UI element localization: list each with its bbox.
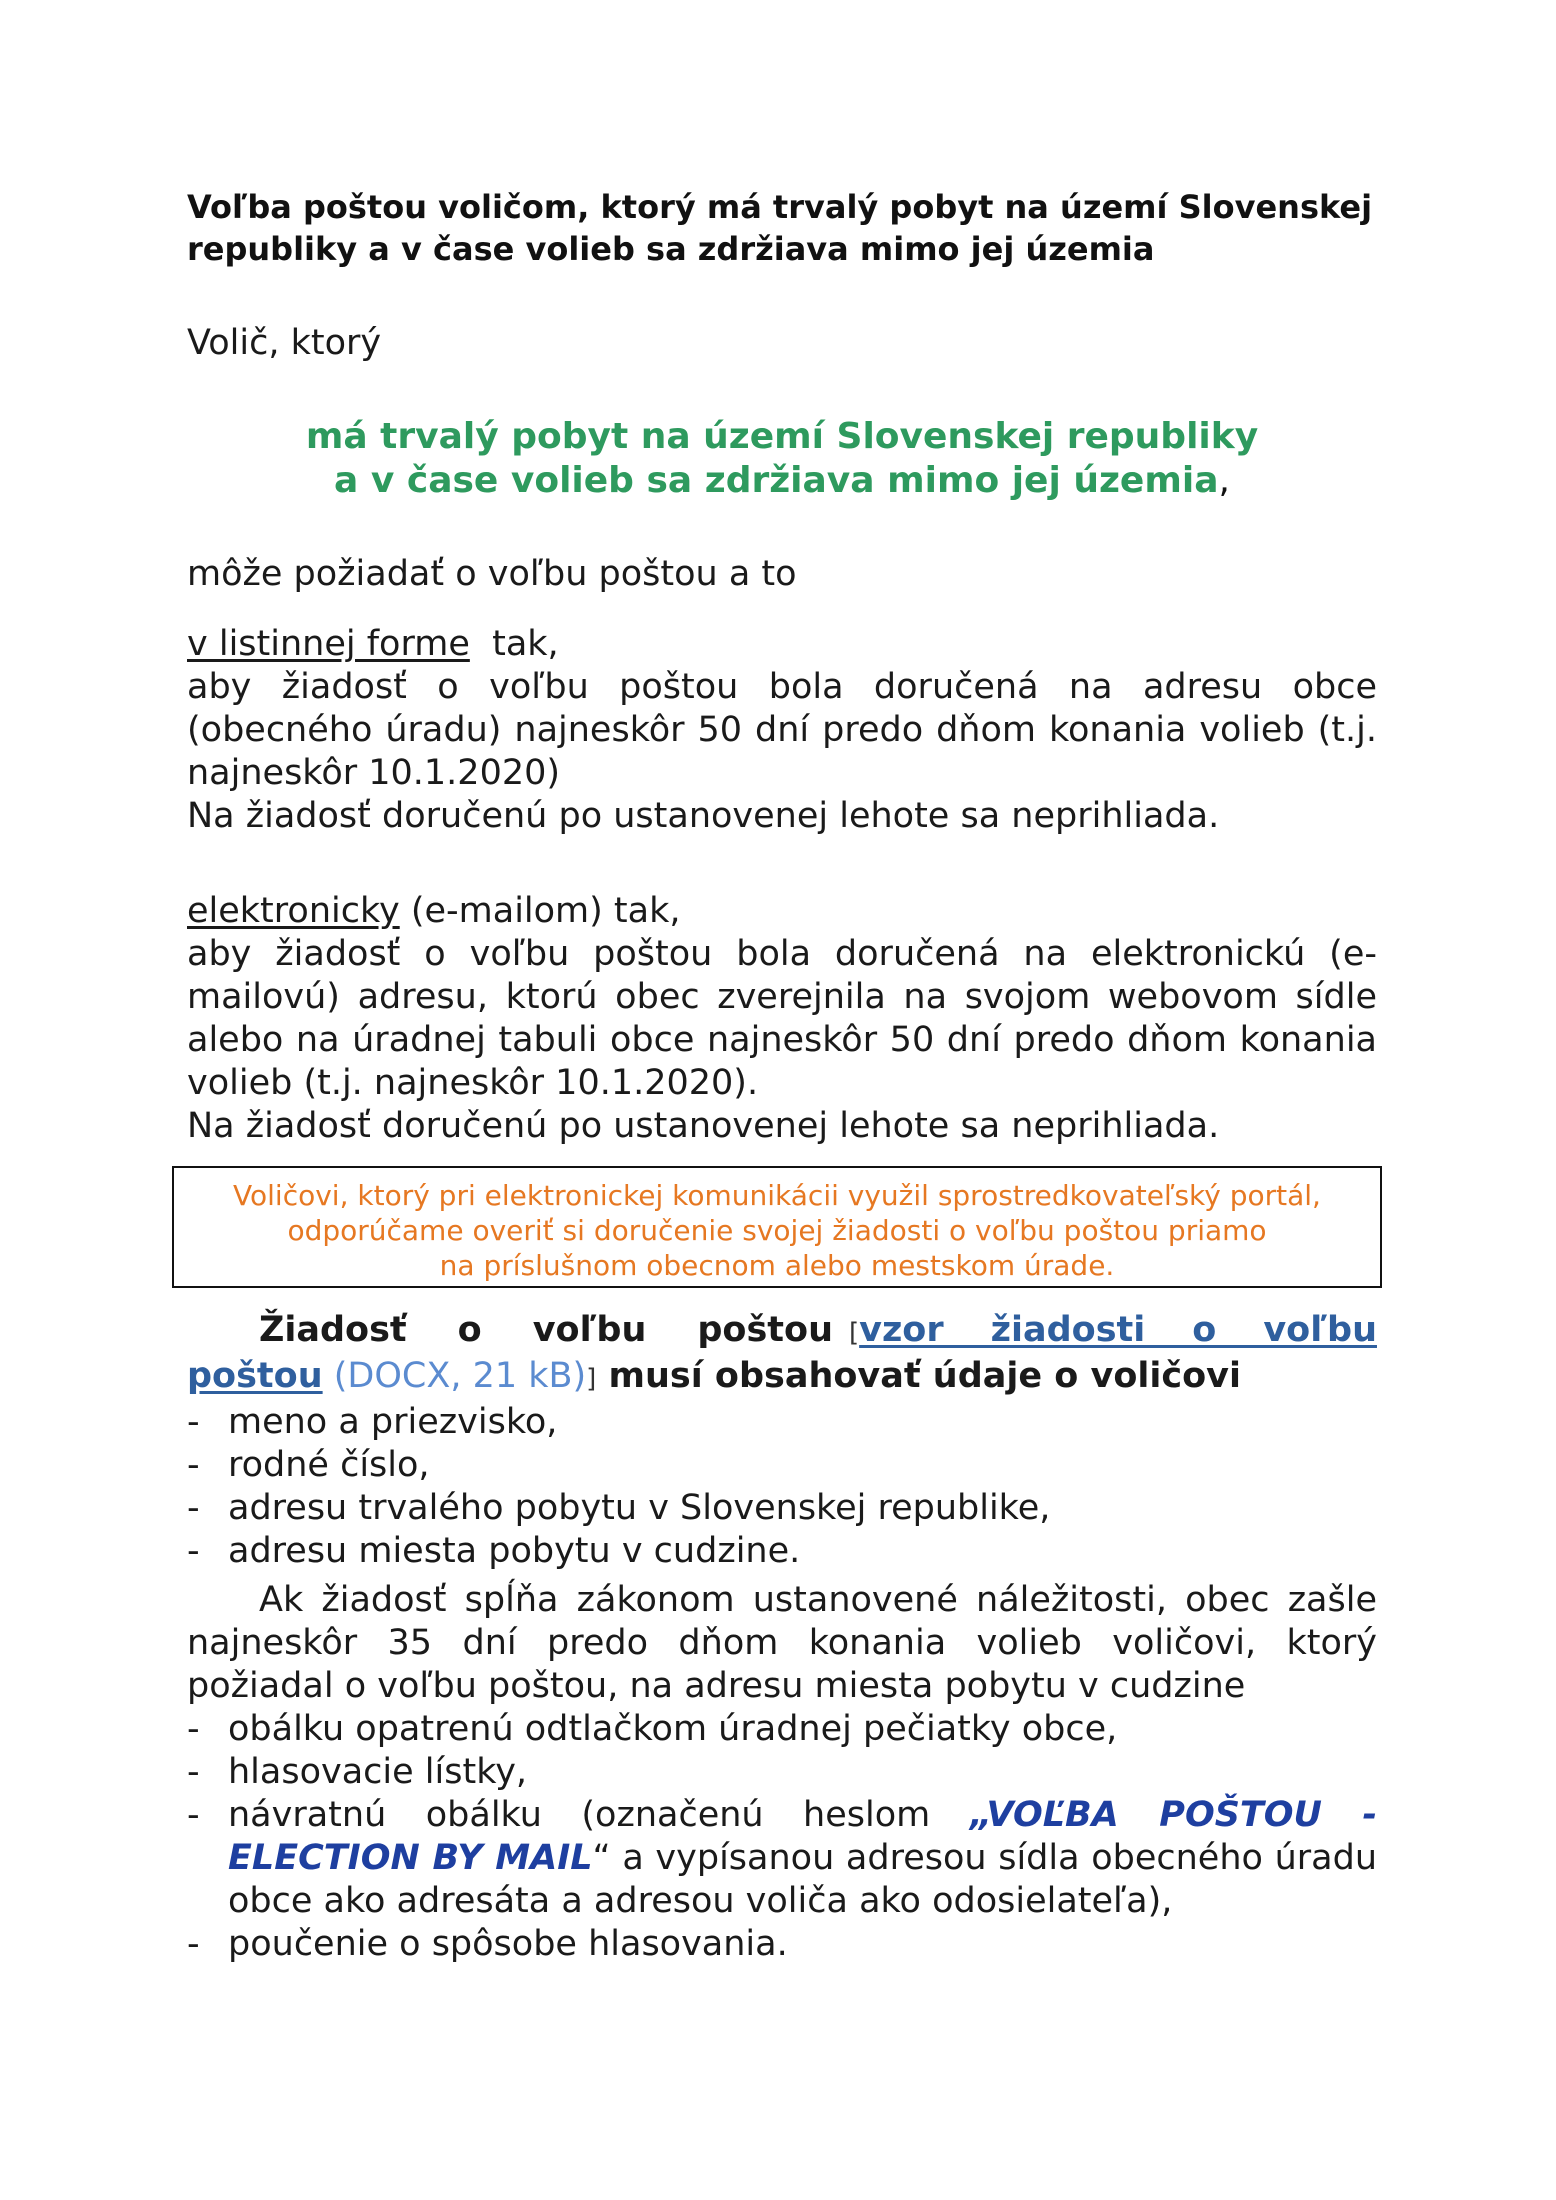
list-item: - poučenie o spôsobe hlasovania. [187,1924,788,1964]
fulfilment-text: Ak žiadosť spĺňa zákonom ustanovené náležitosti, obec zašle najneskôr 35 dní predo dňom konania volieb voličovi, ktorý požiadal o voľbu poštou, na adresu miesta pobytu v cudzine [187,1580,1377,1706]
paper-form-section [187,623,1377,838]
fulfilment-section [187,1579,1377,1966]
election-by-mail-slogan: VOĽBA POŠTOU - ELECTION BY MAIL [228,1795,1378,1878]
list-item: - hlasovacie lístky, [187,1752,528,1792]
paper-form-late-note: Na žiadosť doručenú po ustanovenej lehote sa neprihliada. [187,796,1220,836]
intro-text: Volič, ktorý [187,323,382,363]
fulfilment-list [187,1708,1377,1966]
notice-line-3: na príslušnom obecnom alebo mestskom úrade. [439,1249,1115,1282]
list-item: - rodné číslo, [187,1445,430,1485]
electronic-text: aby žiadosť o voľbu poštou bola doručená na elektronickú (e-mailovú) adresu, ktorú obec zverejnila na svojom webovom sídle alebo na úradnej tabuli obce najneskôr 50 dní predo dňom konania volieb (t.j. najneskôr 10.1.2020). [187,934,1377,1103]
requirements-lead: Žiadosť o voľbu poštou [vzor žiadosti o voľbu poštou (DOCX, 21 kB)] musí obsahovať údaje o voličovi [187,1310,1377,1396]
can-request-text: môže požiadať o voľbu poštou a to [187,554,797,594]
highlight-block [187,415,1377,503]
list-item: - meno a priezvisko, [187,1402,558,1442]
portal-notice-box [172,1166,1382,1288]
notice-line-2: odporúčame overiť si doručenie svojej žiadosti o voľbu poštou priamo [287,1214,1267,1247]
requirements-section [187,1309,1377,1573]
paper-form-heading: v listinnej forme tak, [187,624,559,664]
requirements-list [187,1401,1377,1573]
link-file-info: (DOCX, 21 kB) [322,1356,587,1396]
list-item: - adresu miesta pobytu v cudzine. [187,1531,801,1571]
title-line-1: Voľba poštou voličom, ktorý má trvalý pobyt na území Slovenskej [187,188,1373,226]
paper-form-label: v listinnej forme [187,624,470,664]
list-item-return-envelope: - návratnú obálku (označenú heslom „VOĽBA POŠTOU - ELECTION BY MAIL“ a vypísanou adresou sídla obecného úradu obce ako adresáta a adresou voliča ako odosielateľa), [187,1795,1378,1921]
document-title [187,186,1387,270]
list-item: - obálku opatrenú odtlačkom úradnej pečiatky obce, [187,1709,1118,1749]
highlight-line-2: a v čase volieb sa zdržiava mimo jej územia, [334,460,1230,501]
highlight-line-1: má trvalý pobyt na území Slovenskej republiky [305,416,1259,457]
electronic-late-note: Na žiadosť doručenú po ustanovenej lehote sa neprihliada. [187,1106,1220,1146]
notice-line-1: Voličovi, ktorý pri elektronickej komunikácii využil sprostredkovateľský portál, [233,1179,1321,1212]
list-item: - adresu trvalého pobytu v Slovenskej republike, [187,1488,1051,1528]
electronic-section [187,890,1377,1148]
electronic-label: elektronicky [187,891,400,931]
title-line-2: republiky a v čase volieb sa zdržiava mimo jej územia [187,230,1155,268]
electronic-heading: elektronicky (e-mailom) tak, [187,891,681,931]
application-template-link[interactable]: vzor žiadosti o voľbu poštou [187,1310,1377,1396]
paper-form-text: aby žiadosť o voľbu poštou bola doručená na adresu obce (obecného úradu) najneskôr 50 dní predo dňom konania volieb (t.j. najneskôr 10.1.2020) [187,667,1377,793]
